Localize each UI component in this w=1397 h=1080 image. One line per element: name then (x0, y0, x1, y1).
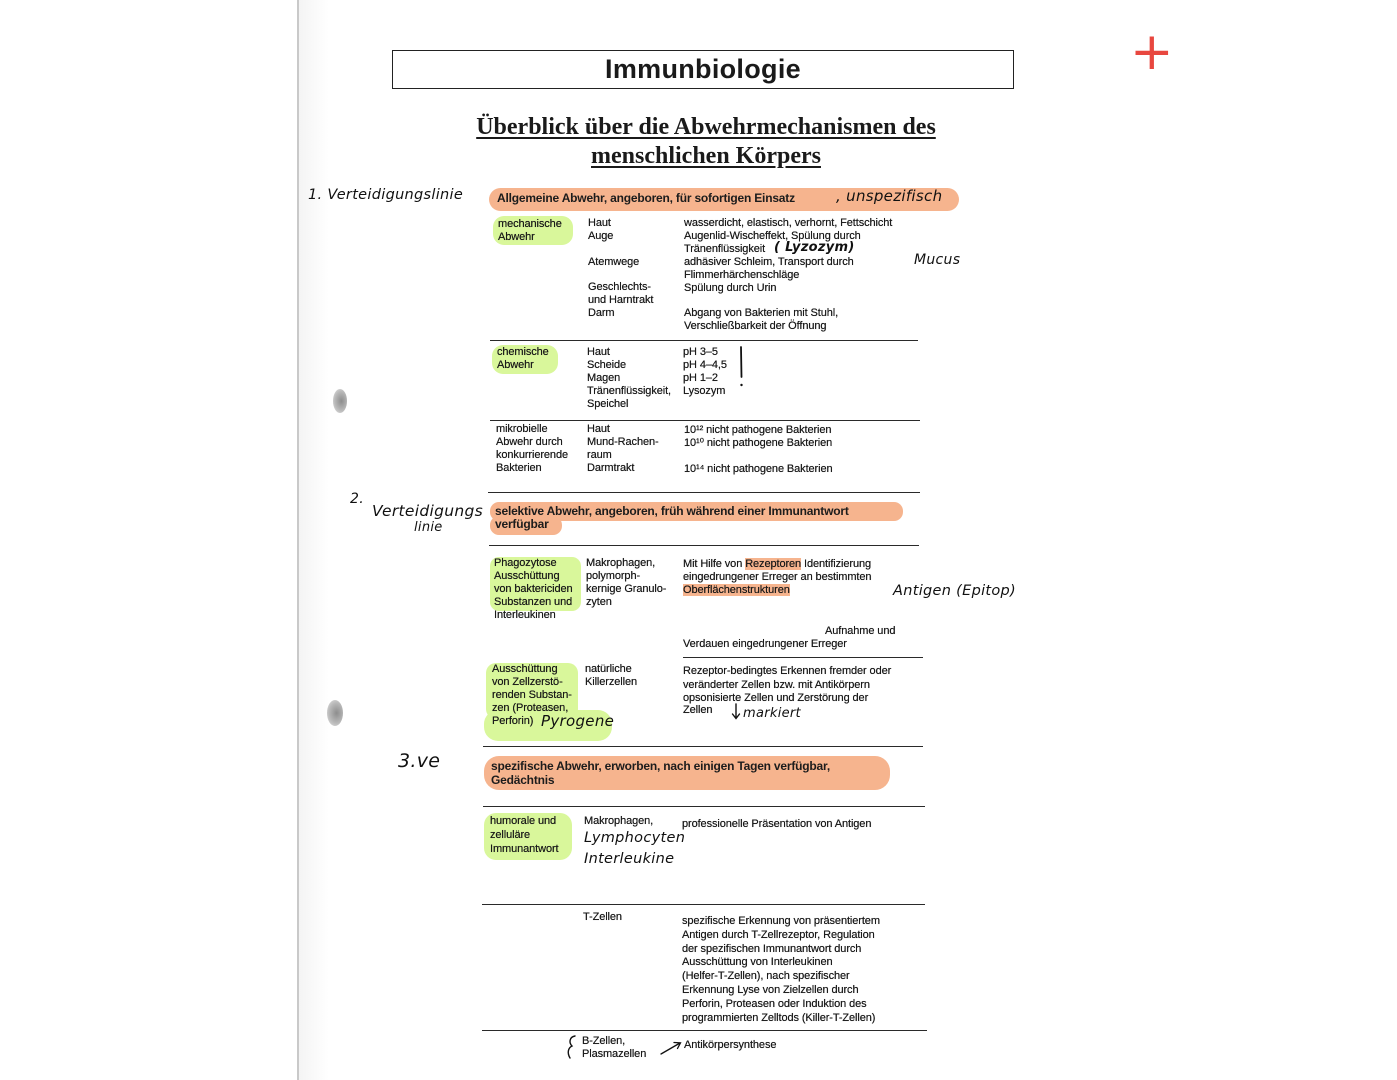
organ-cell: raum (587, 449, 612, 461)
divider (683, 657, 923, 658)
organ-cell: Darm (588, 307, 615, 319)
cell-type: Plasmazellen (582, 1048, 647, 1060)
microbial-label: Bakterien (496, 462, 542, 474)
handwritten-line3-label: 3.ve (398, 750, 441, 772)
nk-label: von Zellzerstö- (492, 676, 563, 688)
highlighted-term: Oberflächenstrukturen (683, 584, 790, 596)
description-line: Augenlid-Wischeffekt, Spülung durch (684, 230, 861, 242)
description-line: Antikörpersynthese (684, 1039, 777, 1051)
description-line: Flimmerhärchenschläge (684, 269, 800, 281)
phagocytosis-label: von baktericiden (494, 583, 573, 595)
humoral-label: humorale und (490, 815, 557, 827)
cell-type: T-Zellen (583, 911, 622, 923)
description-line: veränderter Zellen bzw. mit Antikörpern (683, 679, 870, 691)
nk-label: Perforin) (492, 715, 534, 727)
organ-cell: Tränenflüssigkeit, (587, 385, 671, 397)
handwritten-line1-label: 1. Verteidigungslinie (308, 187, 464, 203)
handwritten-line2-label: Verteidigungs (372, 502, 483, 520)
ph-value: pH 3–5 (683, 346, 718, 358)
phagocytosis-label: Substanzen und (494, 596, 573, 608)
microbial-label: Abwehr durch (496, 436, 563, 448)
description-line: Verschließbarkeit der Öffnung (684, 320, 827, 332)
cell-type: polymorph- (586, 570, 641, 582)
subtitle-line-2 (392, 142, 1020, 170)
punch-hole-top (333, 389, 347, 413)
chemical-label: chemische (497, 346, 549, 358)
description-text: Mit Hilfe von (683, 558, 746, 570)
organ-cell: Auge (588, 230, 614, 242)
cell-type: kernige Granulo- (586, 583, 667, 595)
bacteria-count: 10¹⁰ nicht pathogene Bakterien (684, 437, 833, 449)
handwritten-mucus: Mucus (914, 252, 961, 268)
bacteria-count: 10¹² nicht pathogene Bakterien (684, 424, 832, 436)
cell-type: B-Zellen, (582, 1035, 626, 1047)
description-line: Abgang von Bakterien mit Stuhl, (684, 307, 839, 319)
bacteria-count: 10¹⁴ nicht pathogene Bakterien (684, 463, 833, 475)
divider (483, 746, 923, 747)
subtitle-line-1 (392, 113, 1020, 141)
subtitle-text-2: menschlichen Körpers (591, 143, 821, 169)
subtitle-text-1: Überblick über die Abwehrmechanismen des (476, 114, 936, 140)
description-line: Tränenflüssigkeit (684, 243, 766, 255)
mechanical-label: Abwehr (498, 231, 535, 243)
divider (488, 492, 920, 493)
page-title: Immunbiologie (605, 54, 801, 84)
organ-cell: Speichel (587, 398, 629, 410)
handwritten-unspezifisch: , unspezifisch (836, 187, 943, 205)
handwritten-antigen: Antigen (Epitop) (893, 583, 1017, 599)
organ-cell: Haut (588, 217, 611, 229)
handwritten-line2-label: linie (414, 520, 443, 535)
description-line: (Helfer-T-Zellen), nach spezifischer (682, 970, 850, 982)
divider (482, 904, 925, 905)
description-line: Perforin, Proteasen oder Induktion des (682, 998, 867, 1010)
section1-heading: Allgemeine Abwehr, angeboren, für sofortigen Einsatz (497, 191, 795, 205)
highlighted-term: Rezeptoren (745, 558, 802, 570)
ph-value: pH 4–4,5 (683, 359, 727, 371)
handwritten-bracket-icon (735, 344, 747, 390)
description-line: der spezifischen Immunantwort durch (682, 943, 862, 955)
punch-hole-bottom (327, 700, 343, 726)
divider (482, 1030, 927, 1031)
handwritten-line2-number: 2. (350, 491, 364, 507)
cell-type: zyten (586, 596, 612, 608)
organ-cell: und Harntrakt (588, 294, 654, 306)
chemical-label: Abwehr (497, 359, 534, 371)
cell-type: Killerzellen (585, 676, 637, 688)
humoral-label: Immunantwort (490, 843, 559, 855)
mechanical-label: mechanische (498, 218, 562, 230)
organ-cell: Darmtrakt (587, 462, 635, 474)
phagocytosis-label: Interleukinen (494, 609, 556, 621)
description-line: opsonisierte Zellen und Zerstörung der (683, 692, 869, 704)
handwritten-lyzozym: ( Lyzozym) (774, 240, 855, 255)
organ-cell: Haut (587, 423, 610, 435)
ph-value: pH 1–2 (683, 372, 718, 384)
divider (489, 545, 919, 546)
arrow-right-icon (658, 1038, 684, 1058)
organ-cell: Magen (587, 372, 621, 384)
plus-mark-icon: + (1130, 22, 1174, 82)
description-line: Spülung durch Urin (684, 282, 777, 294)
nk-label: zen (Proteasen, (492, 702, 569, 714)
description-line: Ausschüttung von Interleukinen (682, 956, 833, 968)
section3-heading: spezifische Abwehr, erworben, nach einigen Tagen verfügbar, (491, 759, 830, 773)
phagocytosis-label: Phagozytose (494, 557, 557, 569)
organ-cell: Mund-Rachen- (587, 436, 659, 448)
description-line: programmierten Zelltods (Killer-T-Zellen) (682, 1012, 876, 1024)
organ-cell: Scheide (587, 359, 627, 371)
section2-heading: verfügbar (495, 517, 549, 531)
organ-cell: Atemwege (588, 256, 640, 268)
section3-heading: Gedächtnis (491, 773, 555, 787)
divider (490, 340, 918, 341)
description-line: Lysozym (683, 385, 726, 397)
nk-label: renden Substan- (492, 689, 572, 701)
microbial-label: mikrobielle (496, 423, 548, 435)
handwritten-lymphocyten: Lymphocyten (584, 830, 686, 846)
description-line (683, 558, 871, 571)
handwritten-markiert: markiert (743, 706, 801, 721)
description-text: Identifizierung (801, 558, 872, 570)
handwritten-brace-icon (564, 1034, 578, 1062)
description-line (683, 584, 790, 597)
description-line: Zellen (683, 704, 713, 716)
description-line: Verdauen eingedrungener Erreger (683, 638, 847, 650)
section2-heading: selektive Abwehr, angeboren, früh während einer Immunantwort (495, 504, 849, 518)
handwritten-pyrogene: Pyrogene (541, 712, 615, 730)
description-line: Rezeptor-bedingtes Erkennen fremder oder (683, 665, 892, 677)
description-line: Antigen durch T-Zellrezeptor, Regulation (682, 929, 875, 941)
cell-type: Makrophagen, (586, 557, 656, 569)
phagocytosis-label: Ausschüttung (494, 570, 560, 582)
description-line: wasserdicht, elastisch, verhornt, Fettschicht (684, 217, 893, 229)
description-line: adhäsiver Schleim, Transport durch (684, 256, 854, 268)
arrow-down-icon (730, 703, 742, 721)
organ-cell: Haut (587, 346, 610, 358)
description-line: eingedrungener Erreger an bestimmten (683, 571, 872, 583)
description-line: professionelle Präsentation von Antigen (682, 818, 872, 830)
nk-label: Ausschüttung (492, 663, 558, 675)
description-line: spezifische Erkennung von präsentiertem (682, 915, 880, 927)
organ-cell: Geschlechts- (588, 281, 651, 293)
cell-type: Makrophagen, (584, 815, 654, 827)
divider (490, 420, 920, 421)
microbial-label: konkurrierende (496, 449, 568, 461)
divider (483, 806, 925, 807)
handwritten-interleukine: Interleukine (584, 851, 675, 867)
cell-type: natürliche (585, 663, 632, 675)
description-line: Erkennung Lyse von Zielzellen durch (682, 984, 859, 996)
description-line: Aufnahme und (825, 625, 896, 637)
humoral-label: zelluläre (490, 829, 531, 841)
